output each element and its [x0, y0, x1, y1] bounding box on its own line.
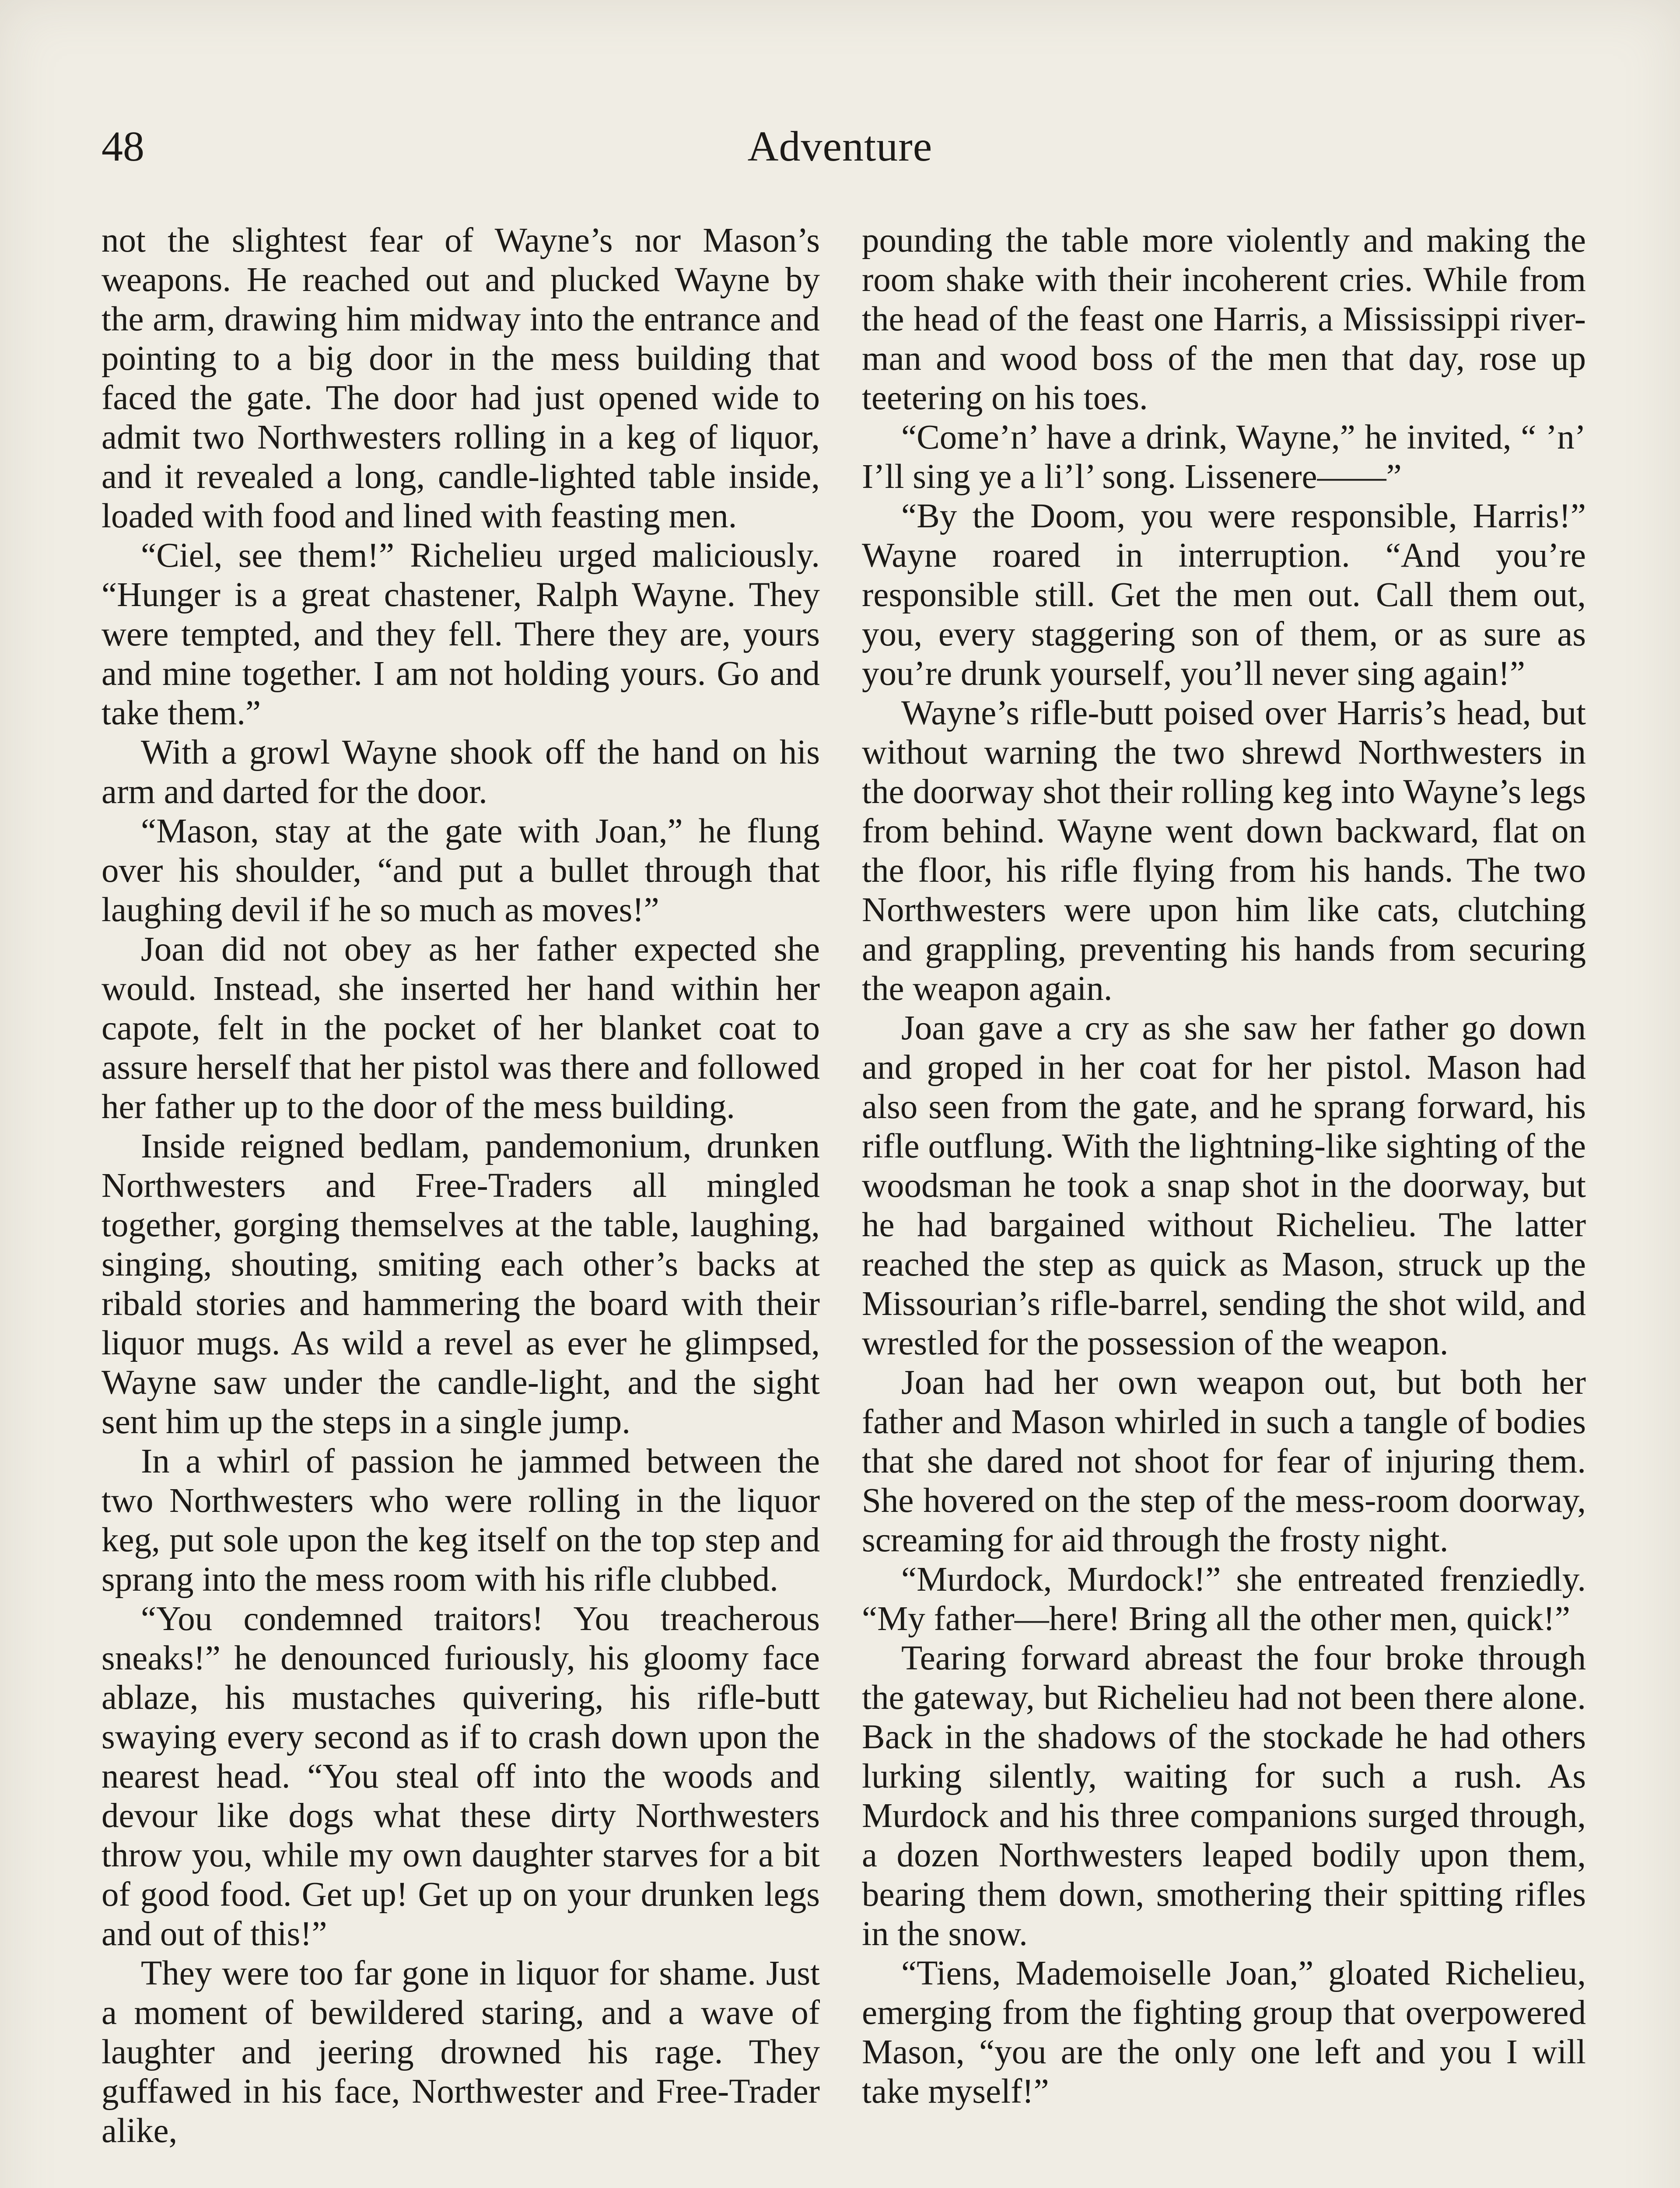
- paragraph: “Mason, stay at the gate with Joan,” he flung over his shoulder, “and put a bullet through that laughing devil if he so much as moves!”: [102, 812, 820, 929]
- paragraph: “Murdock, Murdock!” she entreated frenziedly. “My father—here! Bring all the other men, quick!”: [862, 1560, 1586, 1638]
- paragraph: Tearing forward abreast the four broke through the gateway, but Richelieu had not been there alone. Back in the shadows of the stockade he had others lurking silently, waiting for such a rush. As Murdock and his three companions surged through, a dozen Northwesters leaped bodily upon them, bearing them down, smothering their spitting rifles in the snow.: [862, 1639, 1586, 1953]
- paragraph: Inside reigned bedlam, pandemonium, drunken Northwesters and Free-Traders all mingled together, gorging themselves at the table, laughing, singing, shouting, smiting each other’s backs at ribald stories and hammering the board with their liquor mugs. As wild a revel as ever he glimpsed, Wayne saw under the candle-light, and the sight sent him up the steps in a single jump.: [102, 1127, 820, 1441]
- paragraph: “Come’n’ have a drink, Wayne,” he invited, “ ’n’ I’ll sing ye a li’l’ song. Lissenere——”: [862, 418, 1586, 496]
- paragraph: pounding the table more violently and making the room shake with their incoherent cries. While from the head of the feast one Harris, a Mississippi river-man and wood boss of the men that day, rose up teetering on his toes.: [862, 221, 1586, 417]
- paragraph: Wayne’s rifle-butt poised over Harris’s head, but without warning the two shrewd Northwesters in the doorway shot their rolling keg into Wayne’s legs from behind. Wayne went down backward, flat on the floor, his rifle flying from his hands. The two Northwesters were upon him like cats, clutching and grappling, preventing his hands from securing the weapon again.: [862, 694, 1586, 1008]
- paragraph: Joan gave a cry as she saw her father go down and groped in her coat for her pistol. Mason had also seen from the gate, and he sprang forward, his rifle outflung. With the lightning-like sighting of the woodsman he took a snap shot in the doorway, but he had bargained without Richelieu. The latter reached the step as quick as Mason, struck up the Missourian’s rifle-barrel, sending the shot wild, and wrestled for the possession of the weapon.: [862, 1009, 1586, 1362]
- paragraph: “By the Doom, you were responsible, Harris!” Wayne roared in interruption. “And you’re responsible still. Get the men out. Call them out, you, every staggering son of them, or as sure as you’re drunk yourself, you’ll never sing again!”: [862, 497, 1586, 693]
- paragraph: not the slightest fear of Wayne’s nor Mason’s weapons. He reached out and plucked Wayne by the arm, drawing him midway into the entrance and pointing to a big door in the mess building that faced the gate. The door had just opened wide to admit two Northwesters rolling in a keg of liquor, and it revealed a long, candle-lighted table inside, loaded with food and lined with feasting men.: [102, 221, 820, 535]
- page-header: [102, 118, 1578, 175]
- paragraph: “Tiens, Mademoiselle Joan,” gloated Richelieu, emerging from the fighting group that overpowered Mason, “you are the only one left and you I will take myself!”: [862, 1954, 1586, 2111]
- paragraph: Joan had her own weapon out, but both her father and Mason whirled in such a tangle of bodies that she dared not shoot for fear of injuring them. She hovered on the step of the mess-room doorway, screaming for aid through the frosty night.: [862, 1364, 1586, 1559]
- paragraph: Joan did not obey as her father expected she would. Instead, she inserted her hand within her capote, felt in the pocket of her blanket coat to assure herself that her pistol was there and followed her father up to the door of the mess building.: [102, 930, 820, 1126]
- paragraph: They were too far gone in liquor for shame. Just a moment of bewildered staring, and a wave of laughter and jeering drowned his rage. They guffawed in his face, Northwester and Free-Trader alike,: [102, 1954, 820, 2150]
- right-text-column: [862, 221, 1586, 2188]
- paragraph: “You condemned traitors! You treacherous sneaks!” he denounced furiously, his gloomy face ablaze, his mustaches quivering, his rifle-butt swaying every second as if to crash down upon the nearest head. “You steal off into the woods and devour like dogs what these dirty Northwesters throw you, while my own daughter starves for a bit of good food. Get up! Get up on your drunken legs and out of this!”: [102, 1600, 820, 1953]
- page-number: 48: [102, 123, 144, 170]
- paragraph: In a whirl of passion he jammed between the two Northwesters who were rolling in the liquor keg, put sole upon the keg itself on the top step and sprang into the mess room with his rifle clubbed.: [102, 1442, 820, 1599]
- paragraph: With a growl Wayne shook off the hand on his arm and darted for the door.: [102, 733, 820, 811]
- running-title: Adventure: [747, 123, 933, 170]
- left-text-column: [102, 221, 820, 2188]
- paragraph: “Ciel, see them!” Richelieu urged maliciously. “Hunger is a great chastener, Ralph Wayne. They were tempted, and they fell. There they are, yours and mine together. I am not holding yours. Go and take them.”: [102, 536, 820, 732]
